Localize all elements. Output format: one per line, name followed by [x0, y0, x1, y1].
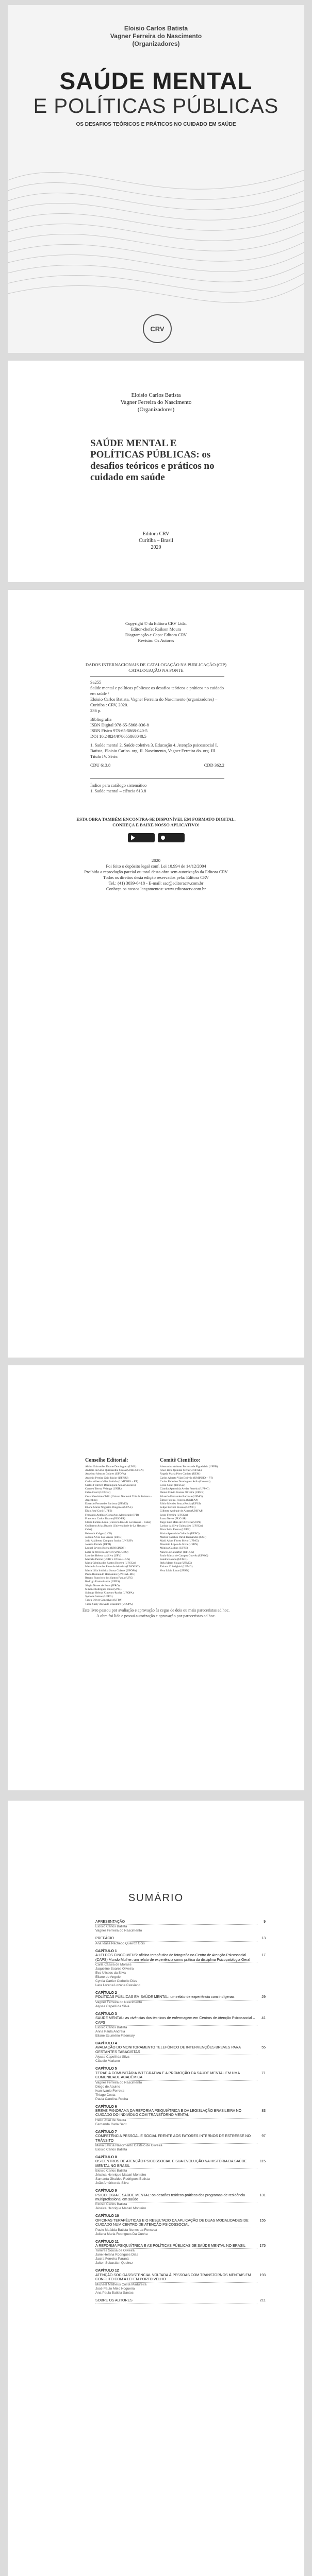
toc-title: ATENÇÃO SOCIOASSISTENCIAL VOLTADA À PESSOAS COM TRANSTORNOS MENTAIS EM CONFLITO COM A LEI EM PORTO VELHO [95, 2274, 257, 2283]
toc-authors: Eloisio Carlos Batista Anna Paula Andreia Eliane Ecumério Flaemary [95, 2026, 135, 2038]
committee-member: Ivone Ferreira (UFSCar) [160, 1513, 188, 1517]
council-member: Renato Francisco dos Santos Paula (UFG) [85, 1577, 134, 1580]
council-member: Lídia de Oliveira Xavier (UNIEURO) [85, 1550, 128, 1554]
council-member: Guillermo Arias Beatón (Universidade de La Havana – Cuba) [85, 1524, 148, 1532]
toc-page-number: 115 [259, 2160, 266, 2164]
council-member: Carlos Alberto Vilar Estêvão (UMINHO – PT) [85, 1480, 138, 1483]
council-member: Anselmo Alencar Colares (UFOPA) [85, 1472, 126, 1476]
toc-chapter-label: CAPÍTULO 2 [95, 1991, 117, 1995]
toc-entry[interactable] [95, 1937, 266, 1945]
toc-entry[interactable] [95, 2189, 266, 2211]
toc-authors: Michael Matheus Costa Madureira José Paulo Melo Nogueira Ana Paula Batista Santos [95, 2282, 146, 2295]
council-member: Maria de Lourdes Pinto de Almeida (UNOESC) [85, 1565, 140, 1569]
cip-subtitle: CATALOGAÇÃO NA FONTE [128, 668, 184, 673]
committee-member: Alessandra Aniceto Ferreira de Figueirêdo (UFPB) [160, 1465, 218, 1468]
cip-heading [8, 662, 304, 673]
toc-authors: Maria Leticia Nascimento Castelo de Oliveira Eloisio Carlos Batista [95, 2143, 162, 2151]
toc-authors: Eloisio Carlos Batista Jéssica Henrique Macari Monteiro Samanta Giraldes Rodrigues Batista João Américo da Silva [95, 2169, 150, 2185]
cover-authors [8, 25, 304, 48]
digital-notice-line-1: ESTA OBRA TAMBÉM ENCONTRA-SE DISPONÍVEL EM FORMATO DIGITAL. [76, 817, 236, 822]
committee-member: Mônica Galdino (UFPE) [160, 1547, 188, 1550]
revision-line: Revisão: Os Autores [138, 638, 174, 643]
council-member: Tadeu Oliver Gonçalves (UFPA) [85, 1599, 122, 1602]
committee-member: Tatiana Chierighini (UFMG) [160, 1565, 193, 1569]
committee-member: Ana Flávia Quintão Silva (UNIFAL) [160, 1469, 202, 1472]
committee-member: Vera Lúcia Lima (UFRN) [160, 1569, 189, 1572]
cdd-code: CDD 362.2 [204, 762, 224, 768]
toc-entry[interactable] [95, 1991, 266, 2009]
council-member: Paulo Romualdo Hernandes (UNIFAL-MG) [85, 1572, 136, 1576]
committee-member: Marli Alves Flores Melo (UFMG) [160, 1539, 199, 1543]
toc-entry[interactable] [95, 1950, 266, 1988]
toc-chapter-label: CAPÍTULO 7 [95, 2130, 117, 2134]
council-member: Andréia da Silva Quintanilha Sousa (UNIR/UFRN) [85, 1469, 144, 1472]
toc-authors: Paulo Mafalda Batista Nunes da Fonseca Juliana Maria Rodrigues Da Cunha [95, 2228, 157, 2236]
title-page-role: (Organizadores) [137, 406, 175, 413]
toc-page-number: 175 [259, 2244, 266, 2248]
toc-chapter-label: CAPÍTULO 1 [95, 1949, 117, 1953]
toc-chapter-label: CAPÍTULO 6 [95, 2105, 117, 2109]
toc-title: BREVE PANORAMA DA REFORMA PSIQUIÁTRICA E DA LEGISLAÇÃO BRASILEIRA NO CUIDADO DO INDIVÍDUO COM TRANSTORNO MENTAL [95, 2109, 257, 2119]
toc-entry[interactable] [95, 1920, 266, 1933]
committee-member: Daniel Flávio Gomes Oliveira (UFRN) [160, 1491, 205, 1495]
cover-role: (Organizadores) [132, 40, 180, 47]
divider [90, 778, 224, 779]
committee-member: Nanci Lúcia Sartori (UFRGS) [160, 1550, 194, 1554]
council-member: Élsio José Corá (UFFS) [85, 1510, 112, 1513]
legal-line: Foi feito o depósito legal conf. Lei 10.994 de 14/12/2004 [106, 863, 206, 869]
catalog-line: ISBN Físico 978-65-5868-040-5 [90, 728, 147, 733]
committee-member: Maria Aparecida Gallardo (UEPG) [160, 1532, 200, 1535]
toc-chapter-label: CAPÍTULO 12 [95, 2269, 119, 2273]
toc-title: A REFORMA PSIQUIÁTRICA E AS POLÍTICAS PÚBLICAS DE SAÚDE MENTAL NO BRASIL [95, 2244, 257, 2249]
toc-entry[interactable] [95, 2012, 266, 2038]
committee-member: Ângela Maria Pires Caniato (UEM) [160, 1472, 201, 1476]
committee-member: Claudia Aparecida Avelar Ferreira (UFMG) [160, 1487, 210, 1491]
toc-page-number: 17 [261, 1954, 266, 1958]
toc-title: AVALIAÇÃO DO MONITORAMENTO TELEFÔNICO DE INTERVENÇÕES BREVES PARA GESTANTES TABAGISTAS [95, 2046, 257, 2055]
toc-page-number: 13 [261, 1937, 266, 1941]
toc-page-number: 211 [259, 2298, 266, 2302]
toc-title: SAÚDE MENTAL: as vivências dos técnicos de enfermagem em Centros de Atenção Psicossocial – CAPS [95, 2016, 257, 2026]
toc-page-number: 97 [261, 2134, 266, 2139]
council-member: Carlos Federico Dominguez Avila (Unieuro) [85, 1484, 136, 1487]
layout-line: Diagramação e Capa: Editora CRV [125, 632, 187, 637]
toc-page-number: 155 [259, 2218, 266, 2223]
cdu-code: CDU 613.8 [90, 762, 111, 768]
title-page-author-1: Eloisio Carlos Batista [131, 392, 181, 398]
toc-authors: Tamires Sousa de Oliveira Jane Helena Rodrigues Dias Jacira Ferreira Paraná Jaiton Sebastian Queiroz [95, 2249, 138, 2265]
council-member: Simone Rodrigues Pinto (UNB) [85, 1587, 122, 1591]
council-member: Lourdes Helena da Silva (UFV) [85, 1554, 122, 1557]
committee-member: Felipe Bertoni Pessoa (UFMG) [160, 1506, 195, 1510]
toc-entry[interactable] [95, 2269, 266, 2295]
title-page-publisher-block [8, 531, 304, 551]
committee-member: Maurício Lopes da Silva (UFRN) [160, 1543, 198, 1547]
title-page-city: Curitiba – Brasil [139, 538, 173, 544]
catalog-line: Saúde mental e políticas públicas: os desafios teóricos e práticos no cuidado em saúde / [90, 685, 224, 696]
editorial-council-column [85, 1457, 152, 1606]
council-member: Sérgio Nunes de Jesus (IFRO) [85, 1584, 120, 1587]
council-member: Francisco Carlos Duarte (PUC-PR) [85, 1517, 125, 1520]
council-member: Cesar Gerónimo Tello (Univer. Nacional Três de Febrero – Argentina) [85, 1495, 152, 1502]
crv-logo: CRV [143, 314, 172, 343]
council-member: Jailson Alves dos Santos (UFRJ) [85, 1535, 123, 1539]
toc-page-number: 71 [261, 2071, 266, 2075]
app-store-badges [8, 833, 304, 844]
toc-entry[interactable] [95, 2299, 266, 2303]
catalog-line: Sa255 [90, 680, 102, 685]
council-member: Maria Cristina dos Santos Bezerra (UFSCar) [85, 1562, 136, 1565]
toc-authors: Carla Cássia de Moraes Jaqueline Soares Oliveira Eva Ulisses da Silva Eliane de Angelo Cyntia Cartier Corbelio Dias Lara Lorena Lozana Cassiano [95, 1963, 141, 1988]
toc-title: PSICOLOGIA E SAÚDE MENTAL: os desafios teóricos-práticos dos programas de residência multiprofissional em saúde [95, 2194, 257, 2203]
toc-chapter-label: CAPÍTULO 4 [95, 2042, 117, 2046]
digital-notice-line-2: CONHEÇA E BAIXE NOSSO APLICATIVO! [112, 822, 200, 827]
index-item: 1. Saúde mental – ciência 613.8 [90, 788, 146, 793]
council-member: Marcelo Paixão (UFRJ e UTexas – US) [85, 1558, 130, 1562]
council-member: Sydione Santos (UEPG) [85, 1595, 113, 1599]
catalog-line: 236 p. [90, 708, 102, 713]
toc-chapter-label: CAPÍTULO 8 [95, 2155, 117, 2159]
copyright-page [8, 590, 304, 1358]
toc-entry[interactable] [95, 2067, 266, 2101]
toc-title: A LEI DOS CINCO MEUS: oficina terapêutica de fotografia no Centro de Atenção Psicossocial (CAPS) Mundo Mulher: um relato de experiência como prática da disciplina Psicopatologia Geral [95, 1954, 257, 1963]
committee-member: Jorge Luiz Maia de Oliveira (UFPE) [160, 1521, 202, 1524]
toc-page-number: 83 [261, 2109, 266, 2113]
toc-authors: Vagner Ferreira do Nascimento Diego de Aquino Ivan Ivanio Ferreira Thiago Costa Paula Carolina Rocha [95, 2080, 142, 2101]
summary-page [8, 1801, 304, 2576]
council-member: Gloria Fariñas León (Universidade de La Havana – Cuba) [85, 1521, 151, 1524]
legal-line: Tel.: (41) 3039-6418 - E-mail: sac@editoracrv.com.br [108, 880, 204, 886]
peer-review-note-line: A obra foi lida e possui autorização e aprovação por pareceristas ad hoc. [96, 1614, 216, 1618]
council-member: Eduardo Fernandes Barbosa (UFMG) [85, 1502, 128, 1506]
toc-chapter-label: CAPÍTULO 3 [95, 2012, 117, 2016]
council-member: Antônio Pereira Gaio Júnior (UFRRJ) [85, 1476, 128, 1480]
council-member: Josania Portela (UFPI) [85, 1543, 111, 1547]
council-member: João Adalberto Campato Junior (UNESP) [85, 1539, 133, 1543]
council-member: Carmen Tereza Velanga (UNIR) [85, 1487, 122, 1491]
toc-entry[interactable] [95, 2214, 266, 2236]
toc-entry[interactable] [95, 2042, 266, 2063]
cover-subtitle: OS DESAFIOS TEÓRICOS E PRÁTICOS NO CUIDADO EM SAÚDE [76, 122, 236, 127]
cover-author-1: Eloisio Carlos Batista [124, 25, 188, 32]
toc-entry[interactable] [95, 2105, 266, 2127]
committee-member: Paulo Marco de Campos Gouvêa (UFMG) [160, 1554, 208, 1557]
catalog-line: 1. Saúde mental 2. Saúde coletiva 3. Educação 4. Atenção psicossocial I. Batista, Eloisio Carlos. org. II. Nascimento, Vagner Ferreira do. org. III. Título IV. Série. [90, 742, 218, 759]
council-member: Solange Helena Ximenes-Rocha (UFOPA) [85, 1591, 134, 1595]
toc-authors: Eloisio Carlos Batista Jéssica Henrique Macari Monteiro [95, 2202, 146, 2211]
toc-title: PREFÁCIO [95, 1937, 257, 1941]
committee-member: Stela Mares Souza (UFMG) [160, 1562, 192, 1565]
editorial-council-title: Conselho Editorial: [85, 1458, 128, 1463]
council-member: Aldira Guimarães Duarte Domínguez (UNB) [85, 1465, 137, 1468]
editorial-council-page [8, 1365, 304, 1790]
council-member: Leonel Severo Rocha (UNISINOS) [85, 1547, 126, 1550]
cip-title: DADOS INTERNACIONAIS DE CATALOGAÇÃO NA PUBLICAÇÃO (CIP) [85, 662, 227, 667]
legal-block [8, 858, 304, 892]
toc-chapter-label: CAPÍTULO 11 [95, 2240, 119, 2244]
cover-title-line-2: E POLÍTICAS PÚBLICAS [33, 95, 279, 117]
toc-title: SOBRE OS AUTORES [95, 2299, 257, 2303]
scientific-committee-title: Comitê Científico: [160, 1458, 201, 1463]
store-badge-icons [128, 833, 185, 842]
title-page-author-2: Vagner Ferreira do Nascimento [120, 399, 192, 405]
toc-page-number: 193 [259, 2273, 266, 2277]
toc-title: COMPETÊNCIA PESSOAL E SOCIAL FRENTE AOS FATORES INTERNOS DE ESTRESSE NO TRÂNSITO [95, 2134, 257, 2144]
toc-authors: Eloisio Carlos Batista Vagner Ferreira do Nascimento [95, 1925, 142, 1933]
cover-author-2: Vagner Ferreira do Nascimento [110, 32, 202, 40]
peer-review-note [8, 1607, 304, 1619]
committee-member: Carlos Federico Dominguez Avila (Unieuro) [160, 1480, 210, 1483]
catalog-line: ISBN Digital 978-65-5868-036-8 [90, 722, 149, 727]
systematic-index [90, 783, 224, 794]
council-member: Elione Maria Nogueira Diogenes (UFAL) [85, 1506, 133, 1510]
catalog-line: Bibliografia [90, 717, 112, 722]
cover-title-line-1: SAÚDE MENTAL [59, 67, 253, 94]
toc-title: OS CENTROS DE ATENÇÃO PSICOSSOCIAL E SUA EVOLUÇÃO NA HISTÓRIA DA SAÚDE MENTAL NO BRASIL [95, 2160, 257, 2169]
committee-member: Carlos Alberto Vilar Estêvão (UMINHO – PT) [160, 1476, 213, 1480]
table-of-contents [95, 1920, 266, 2307]
committee-member: Marina Sanches Paruk Hernández (USP) [160, 1535, 206, 1539]
council-member: Fernando Antônio Gonçalves Alcoforado (IPB) [85, 1513, 139, 1517]
scientific-committee-column [160, 1457, 232, 1573]
council-member: Rodrigo Pratte-Santos (UFES) [85, 1580, 120, 1584]
toc-entry[interactable] [95, 2130, 266, 2152]
divider [90, 676, 224, 677]
toc-page-number: 9 [264, 1920, 266, 1924]
toc-page-number: 29 [261, 1995, 266, 1999]
toc-entry[interactable] [95, 2156, 266, 2185]
toc-page-number: 131 [259, 2193, 266, 2197]
toc-title: OFICINAS TERAPÊUTICAS E O RESULTADO DA APLICAÇÃO DE DUAS MODALIDADES DE CUIDADO NUM CENTRO DE ATENÇÃO PSICOSSOCIAL [95, 2219, 257, 2228]
committee-member: Éliton Pereira Teixeira (UNIFAP) [160, 1498, 199, 1502]
toc-entry[interactable] [95, 2240, 266, 2266]
toc-authors: Alyssa Capelli da Silva Cláudio Mariano [95, 2055, 129, 2063]
index-title: Índice para catálogo sistemático [90, 783, 147, 788]
digital-notice [8, 817, 304, 828]
peer-review-note-line: Este livro passou por avaliação e aprovação às cegas de dois ou mais pareceristas ad hoc. [82, 1608, 230, 1613]
title-page-authors [8, 392, 304, 413]
toc-chapter-label: CAPÍTULO 9 [95, 2189, 117, 2193]
legal-line: Proibida a reprodução parcial ou total desta obra sem autorização da Editora CRV [84, 869, 228, 874]
committee-member: Sandra Rainho (UFMG) [160, 1558, 188, 1562]
toc-page-number: 55 [261, 2046, 266, 2050]
title-page-year: 2020 [151, 545, 161, 550]
toc-authors: Vagner Ferreira do Nascimento Alyssa Capelli da Silva [95, 2000, 142, 2008]
committee-member: Fábio Mendes Souza Rocha (UFSJ) [160, 1502, 201, 1506]
legal-line: Todos os direitos desta edição reservados pela: Editora CRV [103, 875, 209, 880]
cover-page [8, 5, 304, 353]
committee-member: Gilberto Andrade de Abreu (UNIFAP) [160, 1510, 204, 1513]
catalog-line: Eloisio Carlos Batista, Vagner Ferreira do Nascimento (organizadores) – Curitiba : CRV, 2020. [90, 697, 218, 707]
council-member: Celso Conti (UFSCar) [85, 1491, 111, 1495]
editorial-council-list [85, 1465, 152, 1606]
committee-member: Celso Conti (UFSCar) [160, 1484, 186, 1487]
committee-member: Larissa da Silva Guimarães (UFSCar) [160, 1524, 203, 1528]
toc-title: POLÍTICAS PÚBLICAS EM SAÚDE MENTAL: um relato de experiência com indígenas [95, 1995, 257, 2000]
toc-chapter-label: CAPÍTULO 10 [95, 2214, 119, 2218]
catalog-line: DOI 10.24824/978655868040.5 [90, 734, 146, 739]
toc-chapter-label: CAPÍTULO 5 [95, 2067, 117, 2071]
editor-line: Editor-chefe: Railson Moura [130, 626, 182, 632]
scientific-committee-list [160, 1465, 232, 1573]
toc-title: APRESENTAÇÃO [95, 1920, 257, 1925]
legal-line: Conheça os nossos lançamentos: www.editoracrv.com.br [106, 886, 206, 891]
toc-authors: Hélio José de Souza Fernanda Carla Sant [95, 2118, 127, 2126]
title-page-publisher: Editora CRV [142, 531, 170, 537]
toc-title: TERAPIA COMUNITÁRIA INTEGRATIVA E A PROMOÇÃO DA SAÚDE MENTAL EM UMA COMUNIDADE ACADÊMICA [95, 2072, 257, 2081]
title-page-title: SAÚDE MENTAL E POLÍTICAS PÚBLICAS: os desafios teóricos e práticos no cuidado em saúde [90, 438, 215, 483]
council-member: Tania Suely Azevedo Brasileiro (UFOPA) [85, 1602, 133, 1606]
copyright-credits [8, 621, 304, 643]
catalog-record [90, 680, 224, 768]
publication-year: 2020 [152, 858, 160, 863]
council-member: Helmuth Krüger (UCP) [85, 1532, 112, 1535]
copyright-line: Copyright © da Editora CRV Ltda. [125, 621, 187, 626]
committee-member: Eduardo Fernandes Barbosa (UFMG) [160, 1495, 203, 1498]
council-member: Maria Lília Imbiriba Sousa Colares (UFOPA) [85, 1569, 137, 1572]
title-page [8, 361, 304, 582]
toc-authors: Ana Idália Pacheco Queiroz Gois [95, 1941, 145, 1945]
summary-title: SUMÁRIO [128, 1892, 184, 1904]
committee-member: Mara Zélia Pessoa (UFPE) [160, 1528, 191, 1532]
committee-member: Joana Neves (PUC-SP) [160, 1517, 187, 1520]
toc-page-number: 41 [261, 2016, 266, 2021]
